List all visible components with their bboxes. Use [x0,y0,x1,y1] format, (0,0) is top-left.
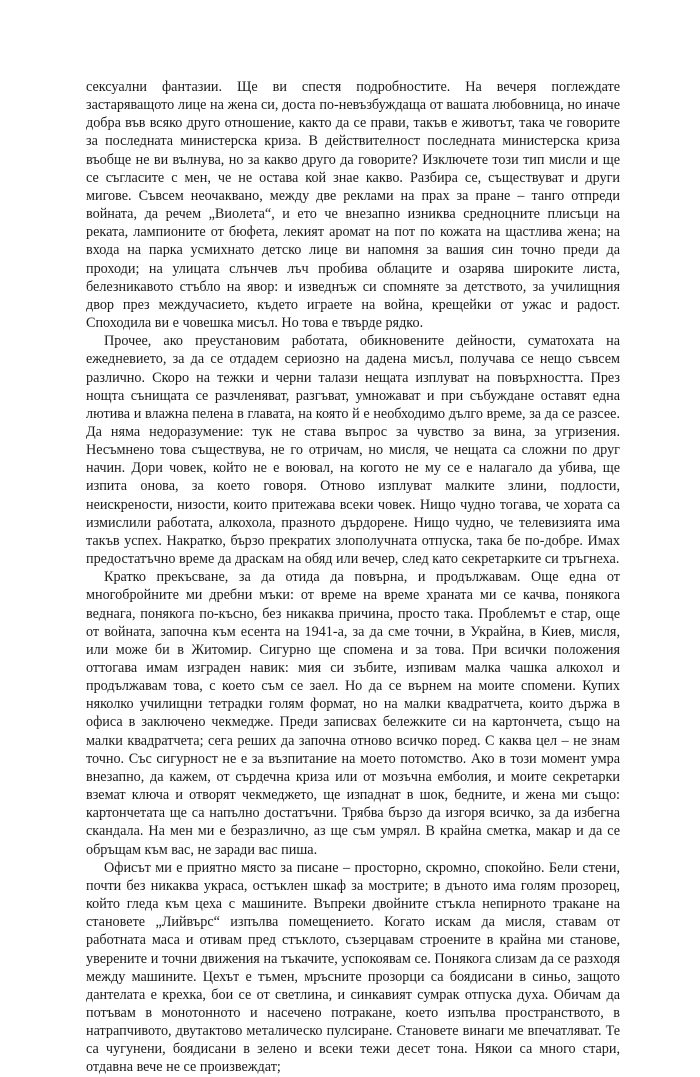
paragraph: Кратко прекъсване, за да отида да повърна, и продължавам. Още една от многобройните ми дребни мъки: от време на време храната ми се качва, понякога веднага, понякога по-късно, без никаква причина, просто така. Проблемът е стар, още от войната, започна към есента на 1941-а, за да сме точни, в Украйна, в Киев, мисля, или може би в Житомир. Сигурно ще спомена и за това. При всички положения оттогава имам изграден навик: мия си зъбите, изпивам малка чашка алкохол и продължавам това, с което съм се заел. Но да се върнем на моите спомени. Купих няколко училищни тетрадки голям формат, но на малки квадратчета, които държа в офиса в заключено чекмедже. Преди записвах бележките си на картончета, също на малки квадратчета; сега реших да започна отново всичко поред. С каква цел – не знам точно. Със сигурност не е за възпитание на моето потомство. Ако в този момент умра внезапно, да кажем, от сърдечна криза или от мозъчна емболия, и моите секретарки вземат ключа и отворят чекмеджето, ще изпаднат в шок, бедните, и жена ми също: картончетата ще са напълно достатъчни. Трябва бързо да изгоря всичко, за да избегна скандала. На мен ми е безразлично, аз ще съм умрял. В крайна сметка, макар и да се обръщам към вас, не заради вас пиша. [86,569,620,858]
paragraph: Прочее, ако преустановим работата, обикновените дейности, суматохата на ежедневието, за да се отдадем сериозно на дадена мисъл, получава се нещо съвсем различно. Скоро на тежки и черни талази нещата изплуват на повърхността. През нощта сънищата се разчленяват, разгъват, умножават и при събуждане оставят една лютива и влажна пелена в главата, на която й е необходимо дълго време, за да се разсее. Да няма недоразумение: тук не става въпрос за чувство за вина, за угризения. Несъмнено това съществува, не го отричам, но мисля, че нещата са сложни по друг начин. Дори човек, който не е воювал, на когото не му се е налагало да убива, ще изпита онова, за което говоря. Отново изплуват малките злини, подлости, неискрености, низости, които притежава всеки човек. Нищо чудно тогава, че хората са измислили работата, алкохола, празното дърдорене. Нищо чудно, че телевизията има такъв успех. Накратко, бързо прекратих злополучната отпуска, така бе по-добре. Имах предостатъчно време да драскам на обяд или вечер, след като секретарките си тръгнеха. [86,333,620,568]
body-text [86,78,620,1077]
paragraph: сексуални фантазии. Ще ви спестя подробностите. На вечеря поглеждате застаряващото лице на жена си, доста по-невъзбуждаща от вашата любовница, но иначе добра във всяко друго отношение, както да се прави, такъв е животът, така че говорите за последната министерска криза. В действителност последната министерска криза въобще не ви вълнува, но за какво друго да говорите? Изключете този тип мисли и ще се съгласите с мен, че не остава кой знае какво. Разбира се, съществуват и други мигове. Съвсем неочаквано, между две реклами на прах за пране – танго отпреди войната, да речем „Виолета“, и ето че внезапно изниква средноцните плисъци на реката, лампионите от бюфета, лекият аромат на пот по кожата на щастлива жена; на входа на парка усмихнато детско лице ви напомня за вашия син точно преди да проходи; на улицата слънчев лъч пробива облаците и озарява широките листа, белезникавото стъбло на явор: и изведнъж си спомняте за детството, за училищния двор през междучасието, където играете на война, крещейки от ужас и радост. Споходила ви е човешка мисъл. Но това е твърде рядко. [86,79,620,332]
paragraph: Офисът ми е приятно място за писане – просторно, скромно, спокойно. Бели стени, почти без никаква украса, остъклен шкаф за мострите; в дъното има голям прозорец, който гледа към цеха с машините. Въпреки двойните стъкла непирното тракане на становете „Лийвърс“ изпълва помещението. Когато искам да мисля, ставам от работната маса и отивам пред стъклото, съзерцавам строените в крайна ми станове, уверените и точни движения на тъкачите, успокоявам се. Понякога слизам да се разходя между машините. Цехът е тъмен, мръсните прозорци са боядисани в синьо, защото дантелата е крехка, бои се от светлина, и синкавият сумрак отпуска духа. Обичам да потъвам в монотонното и насечено потракане, което изпълва пространството, в натрапчивото, двутактово металическо пулсиране. Становете винаги ме впечатляват. Те са чугунени, боядисани в зелено и всеки тежи десет тона. Някои са много стари, отдавна вече не се произвеждат; [86,859,620,1076]
